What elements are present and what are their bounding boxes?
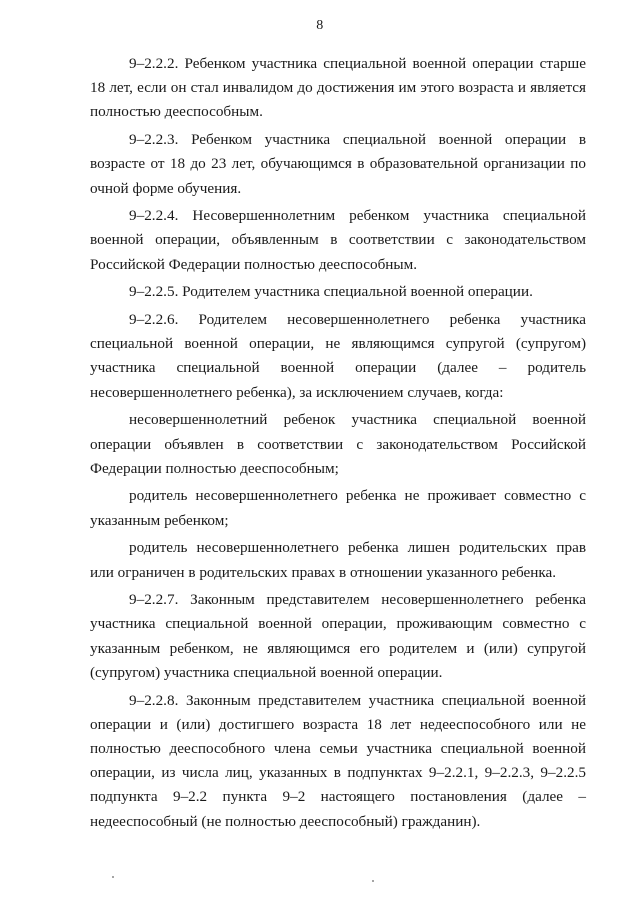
scan-speck xyxy=(112,876,114,878)
paragraph-9-2-2-7: 9–2.2.7. Законным представителем несовершеннолетнего ребенка участника специальной военной операции, проживающим совместно с указанным ребенком, не являющимся его родителем и (или) супругой (супругом) участника специальной военной операции. xyxy=(90,591,586,681)
paragraph-9-2-2-4: 9–2.2.4. Несовершеннолетним ребенком участника специальной военной операции, объявленным в соответствии с законодательством Российской Федерации полностью дееспособным. xyxy=(90,207,586,273)
paragraph-9-2-2-6: 9–2.2.6. Родителем несовершеннолетнего ребенка участника специальной военной операции, не являющимся супругой (супругом) участника специальной военной операции (далее – родитель несовершеннолетнего ребенка), за исключением случаев, когда: xyxy=(90,311,586,401)
exception-item-1: несовершеннолетний ребенок участника специальной военной операции объявлен в соответствии с законодательством Российской Федерации полностью дееспособным; xyxy=(90,411,586,477)
page-number: 8 xyxy=(316,18,324,33)
document-body xyxy=(90,52,586,837)
paragraph-9-2-2-8: 9–2.2.8. Законным представителем участника специальной военной операции и (или) достигшего возраста 18 лет недееспособного или не полностью дееспособного члена семьи участника специальной военной операции, из числа лиц, указанных в подпунктах 9–2.2.1, 9–2.2.3, 9–2.2.5 подпункта 9–2.2 пункта 9–2 настоящего постановления (далее – недееспособный (не полностью дееспособный) гражданин). xyxy=(90,691,586,830)
paragraph-9-2-2-5: 9–2.2.5. Родителем участника специальной военной операции. xyxy=(129,283,533,301)
scan-speck xyxy=(372,880,374,882)
exception-item-2: родитель несовершеннолетнего ребенка не проживает совместно с указанным ребенком; xyxy=(90,487,586,529)
paragraph-9-2-2-2: 9–2.2.2. Ребенком участника специальной военной операции старше 18 лет, если он стал инвалидом до достижения им этого возраста и является полностью дееспособным. xyxy=(90,55,586,121)
exception-item-3: родитель несовершеннолетнего ребенка лишен родительских прав или ограничен в родительских правах в отношении указанного ребенка. xyxy=(90,539,586,581)
paragraph-9-2-2-3: 9–2.2.3. Ребенком участника специальной военной операции в возрасте от 18 до 23 лет, обучающимся в образовательной организации по очной форме обучения. xyxy=(90,131,586,197)
